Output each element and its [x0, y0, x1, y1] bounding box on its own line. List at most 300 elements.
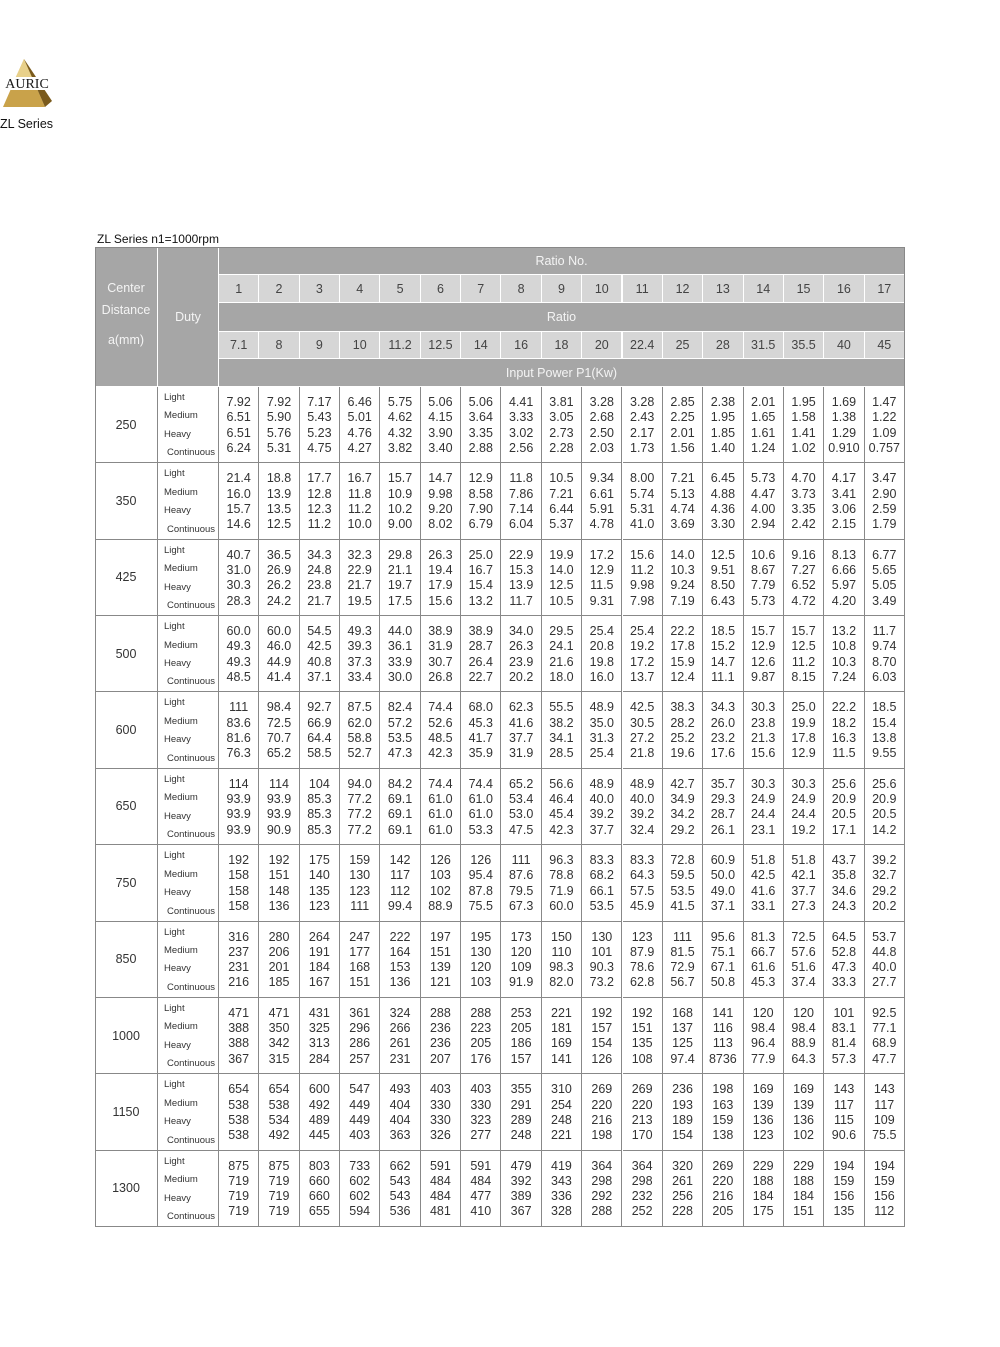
power-value: 110 [551, 944, 572, 959]
ratio-value-cell [744, 332, 784, 359]
power-value: 192 [631, 1005, 653, 1020]
power-value: 68.9 [872, 1036, 897, 1051]
power-values-cell [380, 922, 420, 998]
power-value: 538 [268, 1097, 290, 1112]
power-value: 108 [631, 1051, 653, 1066]
power-values-cell [744, 845, 784, 921]
power-value: 92.5 [872, 1005, 897, 1020]
ratio-number-cell [824, 275, 864, 303]
power-values-cell [582, 540, 622, 616]
power-value: 261 [672, 1173, 693, 1188]
power-values-cell [219, 998, 259, 1074]
power-value: 173 [510, 929, 532, 944]
power-value: 73.2 [589, 975, 614, 990]
power-values-cell [461, 540, 501, 616]
power-value: 6.43 [710, 593, 736, 608]
ratio-number-cell [380, 275, 420, 303]
power-values-cell [663, 769, 703, 845]
duty-label-light: Light [164, 697, 185, 709]
power-value: 6.24 [226, 440, 251, 455]
power-value: 16.0 [589, 669, 614, 684]
power-value: 123 [308, 899, 330, 913]
power-value: 68.2 [589, 868, 614, 883]
power-value: 169 [551, 1036, 572, 1051]
ratio-value: 22.4 [630, 338, 655, 352]
power-value: 22.9 [508, 547, 534, 562]
power-value: 28.7 [710, 807, 736, 822]
power-value: 5.76 [266, 425, 292, 440]
power-values-cell [784, 692, 824, 768]
power-value: 26.3 [508, 639, 534, 654]
power-value: 445 [308, 1128, 330, 1143]
power-value: 64.3 [630, 868, 655, 883]
duty-label-light: Light [164, 1002, 185, 1014]
power-value: 103 [470, 975, 492, 990]
power-value: 21.6 [549, 654, 574, 669]
power-value: 3.28 [589, 395, 614, 409]
power-values-cell [300, 1074, 340, 1150]
power-value: 7.92 [226, 395, 251, 409]
power-values-cell [824, 463, 864, 539]
power-value: 5.23 [307, 425, 332, 440]
power-value: 36.5 [266, 547, 292, 562]
power-value: 156 [833, 1189, 855, 1204]
ratio-number-cell [865, 275, 905, 303]
power-value: 57.5 [630, 883, 655, 898]
power-value: 5.01 [347, 410, 372, 425]
power-value: 6.51 [226, 410, 251, 425]
power-value: 292 [591, 1189, 613, 1204]
ratio-number-cell [582, 275, 622, 303]
power-value: 24.3 [831, 899, 857, 913]
power-value: 1.22 [872, 410, 897, 425]
power-value: 158 [228, 899, 250, 913]
power-value: 11.2 [791, 654, 816, 669]
power-value: 11.7 [509, 593, 533, 608]
power-values-cell [784, 540, 824, 616]
power-value: 4.62 [387, 410, 413, 425]
ratio-number-cell [703, 275, 743, 303]
ratio-number: 16 [836, 281, 851, 296]
power-value: 48.9 [630, 776, 655, 791]
power-values-cell [663, 616, 703, 692]
ratio-number-cell [663, 275, 703, 303]
power-value: 719 [228, 1204, 250, 1219]
power-value: 5.91 [589, 501, 614, 516]
power-value: 68.0 [468, 700, 493, 715]
power-value: 11.5 [832, 746, 856, 761]
power-value: 66.9 [307, 715, 332, 730]
power-value: 169 [793, 1082, 814, 1097]
power-values-cell [340, 692, 380, 768]
duty-label-continuous: Continuous [167, 1210, 216, 1222]
ratio-value: 16 [514, 338, 529, 352]
power-value: 45.3 [468, 715, 493, 730]
power-value: 62.0 [347, 715, 372, 730]
center-distance-value: 1150 [112, 1104, 140, 1119]
power-values-cell [380, 1151, 420, 1227]
power-values-cell [663, 692, 703, 768]
power-value: 24.4 [791, 807, 816, 822]
power-value: 14.6 [226, 517, 251, 532]
power-values-cell [340, 922, 380, 998]
power-value: 277 [470, 1128, 492, 1143]
center-distance-cell [95, 1074, 158, 1150]
power-value: 3.81 [549, 395, 574, 409]
power-values-cell [865, 1074, 905, 1150]
power-value: 191 [308, 944, 330, 959]
power-value: 310 [551, 1082, 572, 1097]
power-value: 7.14 [508, 501, 534, 516]
power-values-cell [623, 845, 663, 921]
duty-cell [158, 692, 219, 768]
power-value: 57.2 [387, 715, 413, 730]
power-value: 37.3 [347, 654, 372, 669]
power-value: 151 [268, 868, 290, 883]
power-value: 24.9 [791, 792, 816, 807]
power-value: 25.0 [791, 700, 816, 715]
power-value: 194 [833, 1158, 855, 1173]
power-values-cell [300, 540, 340, 616]
power-values-cell [259, 387, 299, 463]
ratio-value: 14 [473, 338, 488, 352]
ratio-value-cell [663, 332, 703, 359]
power-value: 153 [389, 960, 411, 975]
ratio-number: 13 [715, 281, 730, 296]
power-value: 719 [228, 1173, 250, 1188]
power-value: 87.6 [508, 868, 534, 883]
duty-label-medium: Medium [164, 563, 198, 575]
ratio-value-cell [865, 332, 905, 359]
power-value: 388 [228, 1021, 250, 1036]
power-values-cell [744, 998, 784, 1074]
amm-label: a(mm) [107, 333, 145, 347]
power-value: 19.2 [630, 639, 655, 654]
duty-label-medium: Medium [164, 639, 198, 651]
power-value: 15.4 [468, 578, 493, 593]
power-value: 536 [389, 1204, 411, 1219]
power-value: 175 [752, 1204, 774, 1219]
power-values-cell [259, 616, 299, 692]
power-values-cell [421, 1074, 461, 1150]
power-value: 39.2 [589, 807, 614, 822]
power-value: 20.5 [831, 807, 857, 822]
power-value: 6.51 [226, 425, 251, 440]
power-value: 93.9 [226, 807, 251, 822]
power-value: 257 [349, 1051, 371, 1066]
power-value: 30.3 [751, 700, 776, 715]
power-value: 142 [389, 853, 411, 868]
power-value: 184 [308, 960, 330, 975]
power-value: 206 [268, 944, 290, 959]
power-values-cell [623, 1151, 663, 1227]
power-value: 22.9 [347, 563, 372, 577]
power-value: 14.7 [428, 471, 453, 486]
power-value: 88.9 [791, 1036, 816, 1051]
power-value: 93.9 [226, 822, 251, 837]
power-value: 4.32 [387, 425, 413, 440]
power-value: 3.35 [468, 425, 493, 440]
power-values-cell [784, 922, 824, 998]
power-value: 266 [389, 1021, 411, 1036]
duty-label-heavy: Heavy [164, 657, 191, 669]
power-value: 1.02 [791, 440, 816, 455]
power-value: 112 [874, 1204, 895, 1219]
power-value: 92.7 [307, 700, 332, 715]
power-value: 237 [228, 944, 250, 959]
table-title: ZL Series n1=1000rpm [97, 232, 219, 246]
power-values-cell [744, 463, 784, 539]
power-value: 135 [833, 1204, 855, 1219]
center-distance-value: 425 [115, 570, 137, 585]
power-value: 284 [308, 1051, 330, 1066]
power-value: 11.2 [307, 517, 332, 532]
ratio-number: 10 [594, 281, 609, 296]
power-value: 154 [672, 1128, 693, 1143]
power-value: 2.73 [549, 425, 574, 440]
power-value: 33.1 [751, 899, 776, 913]
power-value: 19.5 [347, 593, 372, 608]
power-value: 44.9 [266, 654, 292, 669]
power-value: 3.06 [831, 501, 857, 516]
power-value: 87.8 [468, 883, 493, 898]
power-values-cell [865, 998, 905, 1074]
power-values-cell [380, 540, 420, 616]
power-value: 4.88 [710, 486, 736, 501]
power-values-cell [542, 692, 582, 768]
distance-label: Distance [101, 303, 151, 317]
power-value: 60.0 [266, 624, 292, 639]
power-value: 83.6 [226, 715, 251, 730]
duty-label-medium: Medium [164, 486, 198, 498]
power-value: 37.1 [710, 899, 736, 913]
power-value: 164 [389, 944, 411, 959]
duty-label-continuous: Continuous [167, 600, 216, 612]
power-values-cell [744, 616, 784, 692]
ratio-number: 6 [436, 281, 444, 296]
power-value: 2.03 [589, 440, 614, 455]
power-value: 11.7 [872, 624, 896, 639]
power-value: 192 [228, 853, 250, 868]
power-value: 10.6 [751, 547, 776, 562]
power-value: 9.20 [428, 501, 453, 516]
power-value: 1.95 [791, 395, 816, 409]
power-values-cell [300, 845, 340, 921]
power-value: 148 [268, 883, 290, 898]
power-values-cell [703, 1151, 743, 1227]
power-value: 34.6 [831, 883, 857, 898]
ratio-value-cell [582, 332, 622, 359]
power-value: 248 [510, 1128, 532, 1143]
power-value: 2.28 [549, 440, 574, 455]
power-values-cell [219, 1151, 259, 1227]
power-value: 733 [349, 1158, 371, 1173]
power-value: 194 [873, 1158, 895, 1173]
power-value: 875 [228, 1158, 250, 1173]
power-values-cell [582, 616, 622, 692]
power-value: 3.02 [508, 425, 534, 440]
auric-logo [0, 57, 56, 111]
power-value: 2.50 [589, 425, 614, 440]
power-value: 41.7 [468, 731, 493, 745]
power-value: 330 [429, 1112, 451, 1127]
power-value: 61.0 [428, 807, 453, 822]
power-value: 719 [268, 1204, 290, 1219]
power-values-cell [380, 1074, 420, 1150]
power-value: 60.0 [226, 624, 251, 639]
power-values-cell [501, 845, 541, 921]
ratio-number: 17 [877, 281, 892, 296]
power-value: 543 [389, 1173, 411, 1188]
power-value: 298 [631, 1173, 653, 1188]
power-value: 49.3 [347, 624, 372, 639]
power-value: 69.1 [387, 822, 413, 837]
power-value: 1.29 [831, 425, 857, 440]
power-values-cell [380, 616, 420, 692]
power-value: 213 [631, 1112, 653, 1127]
power-value: 52.7 [347, 746, 372, 761]
power-value: 10.3 [670, 563, 695, 577]
power-values-cell [542, 769, 582, 845]
power-value: 3.47 [872, 471, 897, 486]
power-value: 17.5 [387, 593, 413, 608]
ratio-number: 12 [675, 281, 690, 296]
duty-label-heavy: Heavy [164, 1192, 191, 1204]
power-value: 15.6 [630, 547, 655, 562]
power-value: 62.3 [508, 700, 534, 715]
power-values-cell [380, 692, 420, 768]
power-value: 20.2 [872, 899, 897, 913]
power-value: 261 [389, 1036, 411, 1051]
power-value: 2.88 [468, 440, 493, 455]
power-value: 216 [712, 1189, 734, 1204]
power-value: 17.8 [670, 639, 695, 654]
ratio-number-cell [461, 275, 501, 303]
power-value: 15.7 [387, 471, 413, 486]
power-value: 24.4 [751, 807, 776, 822]
power-value: 98.4 [751, 1021, 776, 1036]
power-value: 403 [470, 1082, 492, 1097]
power-value: 109 [873, 1112, 895, 1127]
power-values-cell [501, 922, 541, 998]
power-values-cell [744, 387, 784, 463]
duty-label-continuous: Continuous [167, 676, 216, 688]
power-values-cell [542, 1074, 582, 1150]
power-value: 363 [389, 1128, 411, 1143]
power-value: 46.0 [266, 639, 292, 654]
power-value: 9.31 [589, 593, 614, 608]
power-value: 16.3 [831, 731, 857, 745]
power-value: 64.3 [791, 1051, 816, 1066]
center-distance-value: 500 [115, 646, 137, 661]
power-value: 326 [429, 1128, 451, 1143]
power-values-cell [219, 616, 259, 692]
power-value: 192 [591, 1005, 613, 1020]
power-value: 25.2 [670, 731, 695, 745]
power-value: 25.4 [630, 624, 655, 639]
power-value: 104 [308, 776, 330, 791]
power-value: 248 [551, 1112, 572, 1127]
power-value: 3.40 [428, 440, 453, 455]
power-value: 342 [268, 1036, 290, 1051]
power-value: 45.9 [630, 899, 655, 913]
input-power-label: Input Power P1(Kw) [505, 365, 618, 380]
series-label: ZL Series [0, 117, 54, 131]
ratio-value: 25 [675, 338, 690, 352]
duty-cell [158, 387, 219, 463]
power-value: 76.3 [226, 746, 251, 761]
power-values-cell [703, 692, 743, 768]
power-value: 388 [228, 1036, 250, 1051]
power-values-cell [623, 769, 663, 845]
duty-label-light: Light [164, 850, 185, 862]
power-value: 197 [429, 929, 451, 944]
power-value: 1.09 [872, 425, 897, 440]
power-values-cell [501, 692, 541, 768]
power-values-cell [703, 387, 743, 463]
center-distance-header [95, 247, 158, 387]
power-value: 41.5 [670, 899, 695, 913]
power-value: 654 [268, 1082, 290, 1097]
power-value: 126 [591, 1051, 613, 1066]
duty-label-medium: Medium [164, 1097, 198, 1109]
power-value: 7.17 [307, 395, 332, 409]
power-value: 130 [470, 944, 492, 959]
power-value: 38.9 [428, 624, 453, 639]
power-value: 25.6 [831, 776, 857, 791]
power-value: 223 [470, 1021, 492, 1036]
power-value: 228 [672, 1204, 693, 1219]
power-value: 3.82 [387, 440, 413, 455]
power-value: 143 [833, 1082, 855, 1097]
power-values-cell [501, 540, 541, 616]
ratio-number-cell [784, 275, 824, 303]
power-value: 236 [672, 1082, 693, 1097]
power-values-cell [542, 998, 582, 1074]
power-value: 4.27 [347, 440, 372, 455]
power-values-cell [340, 769, 380, 845]
power-values-cell [784, 387, 824, 463]
power-value: 5.75 [387, 395, 413, 409]
power-value: 184 [793, 1189, 814, 1204]
power-value: 168 [672, 1005, 693, 1020]
power-values-cell [300, 692, 340, 768]
duty-label-continuous: Continuous [167, 1134, 216, 1146]
power-value: 12.8 [307, 486, 332, 501]
power-value: 2.15 [831, 517, 857, 532]
power-value: 20.9 [872, 792, 897, 807]
power-value: 75.5 [872, 1128, 897, 1143]
power-value: 32.3 [347, 547, 372, 562]
power-value: 8.13 [831, 547, 857, 562]
power-value: 85.3 [307, 807, 332, 822]
power-values-cell [582, 1074, 622, 1150]
power-value: 41.6 [751, 883, 776, 898]
power-value: 16.0 [226, 486, 251, 501]
power-value: 46.4 [549, 792, 574, 807]
power-values-cell [380, 463, 420, 539]
power-value: 719 [268, 1173, 290, 1188]
power-value: 136 [268, 899, 290, 913]
power-values-cell [865, 387, 905, 463]
power-values-cell [784, 616, 824, 692]
power-values-cell [300, 769, 340, 845]
power-value: 3.69 [670, 517, 695, 532]
power-values-cell [421, 845, 461, 921]
power-value: 176 [470, 1051, 492, 1066]
power-values-cell [421, 692, 461, 768]
power-value: 23.9 [508, 654, 534, 669]
